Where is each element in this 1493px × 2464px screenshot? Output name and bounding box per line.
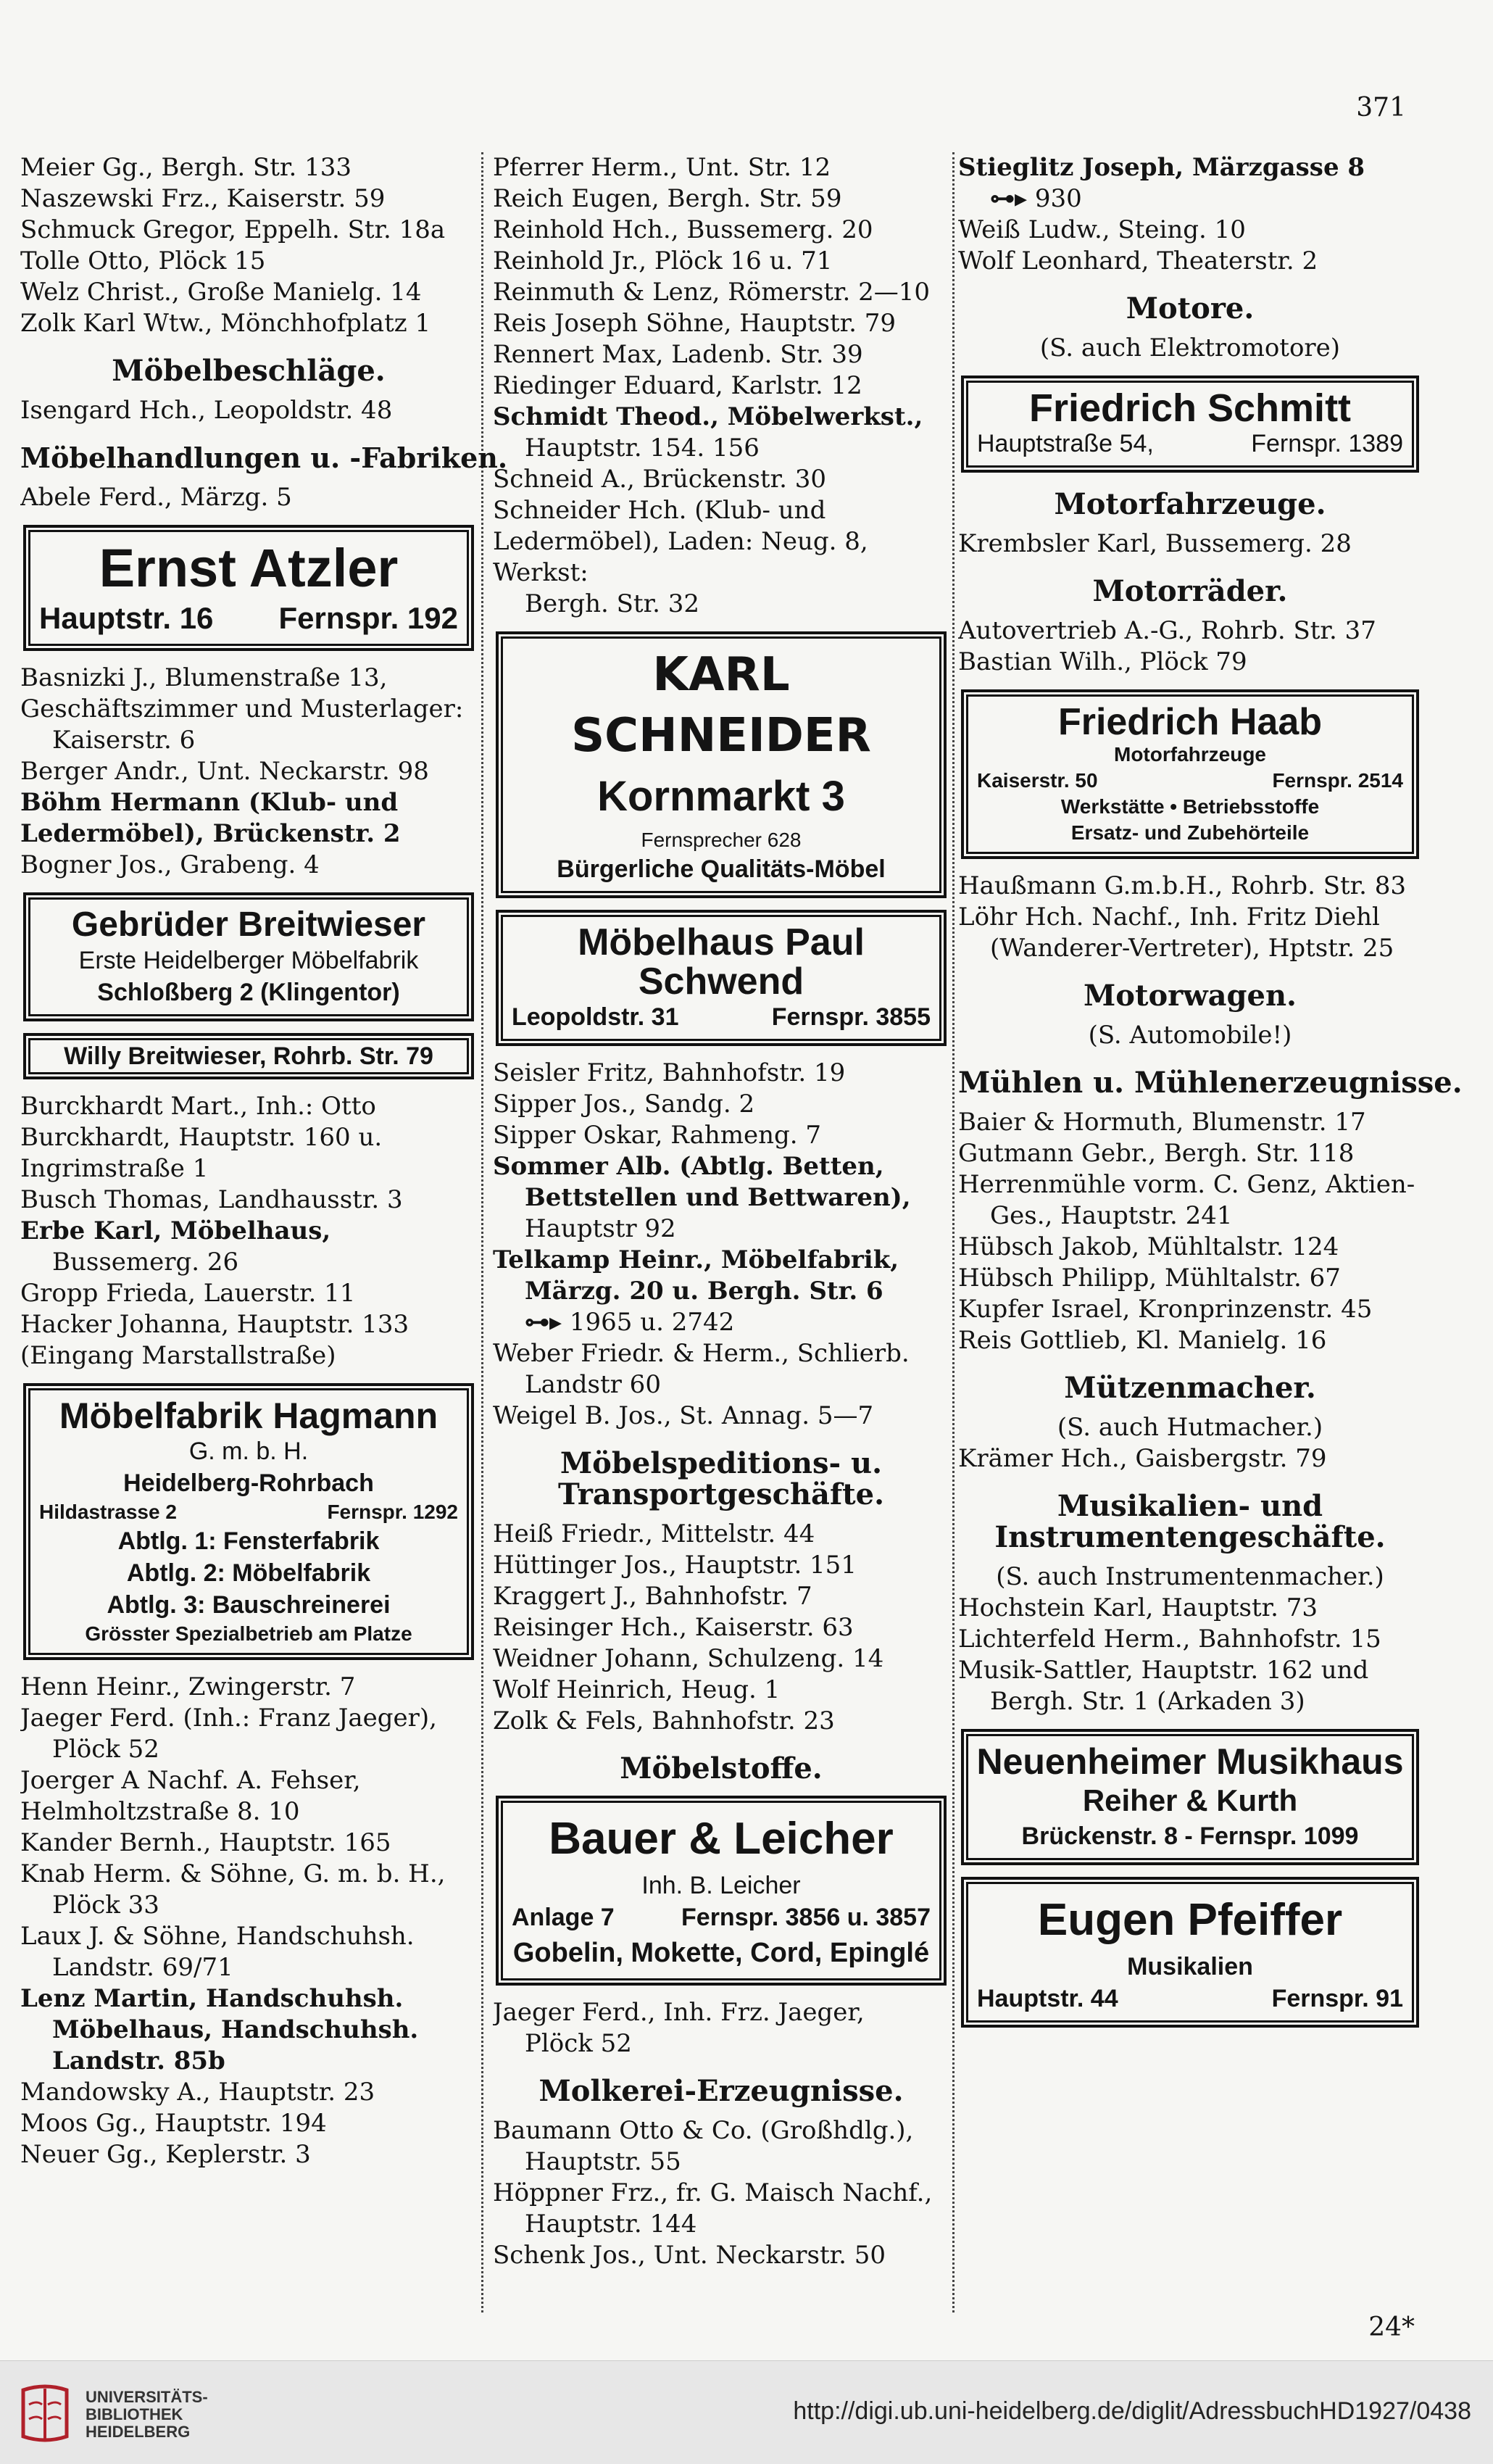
list-item: Jaeger Ferd., Inh. Frz. Jaeger,	[493, 1998, 865, 2027]
section-heading: Motorräder.	[1092, 574, 1288, 608]
list-item: Burckhardt Mart., Inh.: Otto Burckhardt, Hauptstr. 160 u. Ingrimstraße 1	[20, 1092, 383, 1183]
list-item: Reinmuth & Lenz, Römerstr. 2—10	[493, 278, 931, 307]
ad-title: Eugen Pfeiffer	[1037, 1895, 1343, 1945]
list-item: Seisler Fritz, Bahnhofstr. 19	[493, 1058, 846, 1087]
list-item: Moos Gg., Hauptstr. 194	[20, 2109, 327, 2138]
ad-friedrich-haab	[961, 689, 1419, 859]
list-item: Ledermöbel), Brückenstr. 2	[20, 819, 401, 848]
ad-title: Bauer & Leicher	[549, 1814, 894, 1864]
list-item: Hacker Johanna, Hauptstr. 133 (Eingang Marstallstraße)	[20, 1310, 409, 1370]
ad-line: Abtlg. 2: Möbelfabrik	[126, 1559, 371, 1587]
list-item: Bergh. Str. 32	[525, 589, 699, 618]
ad-phone: Fernspr. 3855	[771, 1003, 931, 1031]
list-item: Landstr 60	[525, 1370, 661, 1399]
list-item: Plöck 52	[525, 2029, 632, 2058]
section-heading: Musikalien- und Instrumentengeschäfte.	[994, 1489, 1386, 1554]
ad-line: Werkstätte • Betriebsstoffe	[1060, 795, 1320, 818]
list-item: Busch Thomas, Landhausstr. 3	[20, 1185, 403, 1214]
ad-address: Brückenstr. 8 - Fernspr. 1099	[1021, 1822, 1359, 1850]
list-item: (Wanderer-Vertreter), Hptstr. 25	[990, 934, 1394, 963]
list-item: Rennert Max, Ladenb. Str. 39	[493, 340, 863, 369]
list-item: Reinhold Jr., Plöck 16 u. 71	[493, 246, 833, 275]
ad-title: Ernst Atzler	[99, 538, 399, 598]
list-item: Heiß Friedr., Mittelstr. 44	[493, 1519, 815, 1548]
ad-willy-breitwieser	[23, 1033, 474, 1079]
list-item: Zolk Karl Wtw., Mönchhofplatz 1	[20, 309, 431, 338]
university-library-logo-icon	[16, 2383, 74, 2444]
library-name: UNIVERSITÄTS- BIBLIOTHEK HEIDELBERG	[86, 2388, 208, 2441]
list-item: Landstr. 85b	[52, 2046, 225, 2075]
list-item: Reis Joseph Söhne, Hauptstr. 79	[493, 309, 897, 338]
list-item: Bastian Wilh., Plöck 79	[958, 647, 1247, 676]
list-item: Reich Eugen, Bergh. Str. 59	[493, 184, 842, 213]
list-item: Hauptstr. 154. 156	[525, 434, 760, 462]
ad-address: Hauptstr. 16	[39, 601, 214, 635]
ad-phone: Fernspr. 192	[278, 601, 458, 635]
phone-number: 930	[1034, 184, 1082, 213]
telephone-key-icon: ⊶▸	[525, 1308, 562, 1337]
list-item: Bussemerg. 26	[52, 1248, 239, 1277]
column-rule-1	[481, 152, 483, 2312]
source-url[interactable]: http://digi.ub.uni-heidelberg.de/diglit/AdressbuchHD1927/0438	[793, 2397, 1471, 2425]
signature-mark: 24*	[1368, 2312, 1415, 2342]
list-item: Schenk Jos., Unt. Neckarstr. 50	[493, 2241, 886, 2270]
ad-bauer-leicher	[496, 1796, 947, 1986]
section-heading: Möbelhandlungen u. -Fabriken.	[20, 441, 508, 474]
list-item: Isengard Hch., Leopoldstr. 48	[20, 396, 393, 425]
list-item: Erbe Karl, Möbelhaus,	[20, 1216, 331, 1245]
section-heading: Molkerei-Erzeugnisse.	[538, 2074, 904, 2108]
section-heading: Möbelbeschläge.	[112, 354, 386, 388]
list-item: Herrenmühle vorm. C. Genz, Aktien-	[958, 1170, 1415, 1199]
list-item: Sommer Alb. (Abtlg. Betten,	[493, 1152, 884, 1181]
ad-line: Abtlg. 1: Fensterfabrik	[117, 1527, 380, 1555]
list-item: Märzg. 20 u. Bergh. Str. 6	[525, 1277, 883, 1306]
list-item: Haußmann G.m.b.H., Rohrb. Str. 83	[958, 871, 1407, 900]
list-item: Hauptstr. 144	[525, 2210, 697, 2239]
list-item: Baier & Hormuth, Blumenstr. 17	[958, 1108, 1366, 1137]
column-1	[20, 152, 508, 2170]
list-item: Plöck 33	[52, 1891, 159, 1920]
footer-bar	[0, 2360, 1493, 2464]
list-item: Reinhold Hch., Bussemerg. 20	[493, 215, 873, 244]
ad-line: G. m. b. H.	[188, 1438, 309, 1465]
list-item: Laux J. & Söhne, Handschuhsh.	[20, 1922, 415, 1951]
list-item: Hauptstr 92	[525, 1214, 676, 1243]
ad-subtitle: Musikalien	[1127, 1953, 1253, 1980]
ad-line: Schloßberg 2 (Klingentor)	[97, 979, 400, 1006]
list-item: Ges., Hauptstr. 241	[990, 1201, 1233, 1230]
section-note: (S. auch Hutmacher.)	[1057, 1413, 1323, 1442]
list-item: Wolf Leonhard, Theaterstr. 2	[958, 246, 1318, 275]
ad-phone: Fernspr. 91	[1271, 1985, 1403, 2012]
list-item: Weidner Johann, Schulzeng. 14	[493, 1644, 884, 1673]
list-item: Baumann Otto & Co. (Großhdlg.),	[493, 2116, 914, 2145]
list-item: Zolk & Fels, Bahnhofstr. 23	[493, 1706, 835, 1735]
list-item: Wolf Heinrich, Heug. 1	[493, 1675, 781, 1704]
entry-list	[20, 152, 477, 339]
list-item: Schmuck Gregor, Eppelh. Str. 18a	[20, 215, 446, 244]
ad-owner: Inh. B. Leicher	[641, 1872, 801, 1899]
section-note: (S. auch Instrumentenmacher.)	[996, 1562, 1384, 1591]
list-item: Tolle Otto, Plöck 15	[20, 246, 266, 275]
list-item: Weigel B. Jos., St. Annag. 5—7	[493, 1401, 874, 1430]
ad-eugen-pfeiffer	[961, 1877, 1419, 2028]
ad-title: Neuenheimer Musikhaus	[976, 1741, 1404, 1782]
ad-subtitle: Reiher & Kurth	[1082, 1783, 1298, 1817]
list-item: Schneid A., Brückenstr. 30	[493, 465, 826, 494]
list-item: Hübsch Jakob, Mühltalstr. 124	[958, 1232, 1339, 1261]
list-item: Weiß Ludw., Steing. 10	[958, 215, 1246, 244]
section-heading: Motorwagen.	[1084, 979, 1297, 1013]
ad-title: Friedrich Schmitt	[1028, 386, 1352, 430]
list-item: Welz Christ., Große Manielg. 14	[20, 278, 422, 307]
ad-tagline: Gobelin, Mokette, Cord, Epinglé	[512, 1938, 930, 1968]
ad-neuenheimer-musikhaus	[961, 1729, 1419, 1865]
list-item	[493, 1307, 949, 1338]
list-item: Jaeger Ferd. (Inh.: Franz Jaeger),	[20, 1704, 437, 1733]
list-item: Löhr Hch. Nachf., Inh. Fritz Diehl	[958, 903, 1380, 932]
ad-title: Möbelhaus Paul Schwend	[578, 921, 865, 1003]
ad-line: Heidelberg-Rohrbach	[123, 1469, 374, 1497]
list-item: Riedinger Eduard, Karlstr. 12	[493, 371, 862, 400]
ad-line: Erste Heidelberger Möbelfabrik	[78, 947, 419, 974]
list-item: Krämer Hch., Gaisbergstr. 79	[958, 1444, 1327, 1473]
section-note: (S. Automobile!)	[1088, 1021, 1292, 1050]
list-item: Landstr. 69/71	[52, 1953, 233, 1982]
phone-numbers: 1965 u. 2742	[569, 1308, 735, 1337]
ad-address: Kaiserstr. 50	[977, 769, 1098, 792]
list-item: Pferrer Herm., Unt. Str. 12	[493, 153, 831, 182]
ad-tagline: Bürgerliche Qualitäts-Möbel	[557, 855, 886, 883]
list-item: Kander Bernh., Hauptstr. 165	[20, 1828, 391, 1857]
list-item: Telkamp Heinr., Möbelfabrik,	[493, 1245, 899, 1274]
list-item: Basnizki J., Blumenstraße 13, Geschäftszimmer und Musterlager:	[20, 663, 464, 723]
list-item: Kaiserstr. 6	[52, 726, 196, 755]
list-item: Berger Andr., Unt. Neckarstr. 98	[20, 757, 429, 786]
list-item: Autovertrieb A.-G., Rohrb. Str. 37	[958, 616, 1376, 645]
ad-karl-schneider	[496, 631, 947, 898]
list-item: Abele Ferd., Märzg. 5	[20, 483, 292, 512]
ad-title: KARL SCHNEIDER	[571, 648, 871, 763]
ad-title: Willy Breitwieser, Rohrb. Str. 79	[64, 1042, 433, 1070]
ad-phone: Fernsprecher 628	[641, 829, 802, 851]
section-heading: Möbelstoffe.	[620, 1751, 823, 1785]
ad-gebrueder-breitwieser	[23, 892, 474, 1021]
list-item: Krembsler Karl, Bussemerg. 28	[958, 529, 1352, 558]
list-item: Lenz Martin, Handschuhsh.	[20, 1984, 404, 2013]
list-item: Reisinger Hch., Kaiserstr. 63	[493, 1613, 854, 1642]
list-item: Hüttinger Jos., Hauptstr. 151	[493, 1551, 857, 1580]
ad-address: Anlage 7	[512, 1904, 615, 1931]
ad-address: Hildastrasse 2	[39, 1501, 177, 1523]
ad-line: Ersatz- und Zubehörteile	[1070, 821, 1310, 844]
section-heading: Mützenmacher.	[1064, 1371, 1316, 1405]
section-note: (S. auch Elektromotore)	[1039, 333, 1341, 362]
ad-address: Kornmarkt 3	[597, 773, 845, 820]
list-item: Schmidt Theod., Möbelwerkst.,	[493, 402, 923, 431]
list-item: Henn Heinr., Zwingerstr. 7	[20, 1672, 356, 1701]
list-item	[958, 183, 1422, 215]
column-2	[493, 152, 949, 2271]
list-item: Bettstellen und Bettwaren),	[525, 1183, 911, 1212]
list-item: Neuer Gg., Keplerstr. 3	[20, 2140, 311, 2169]
list-item: Naszewski Frz., Kaiserstr. 59	[20, 184, 386, 213]
list-item: Bogner Jos., Grabeng. 4	[20, 850, 320, 879]
list-item: Schneider Hch. (Klub- und Ledermöbel), Laden: Neug. 8, Werkst:	[493, 496, 868, 587]
ad-ernst-atzler	[23, 525, 474, 651]
section-heading: Motore.	[1126, 291, 1255, 325]
ad-tagline: Grösster Spezialbetrieb am Platze	[85, 1622, 412, 1645]
list-item: Sipper Jos., Sandg. 2	[493, 1090, 755, 1119]
list-item: Plöck 52	[52, 1735, 159, 1764]
ad-phone: Fernspr. 1389	[1251, 430, 1403, 457]
ad-address: Leopoldstr. 31	[512, 1003, 679, 1031]
ad-phone: Fernspr. 3856 u. 3857	[681, 1904, 931, 1931]
list-item: Höppner Frz., fr. G. Maisch Nachf.,	[493, 2178, 933, 2207]
section-heading: Möbelspeditions- u. Transportgeschäfte.	[558, 1446, 884, 1511]
list-item: Mandowsky A., Hauptstr. 23	[20, 2078, 375, 2107]
list-item: Hübsch Philipp, Mühltalstr. 67	[958, 1264, 1341, 1293]
list-item: Böhm Hermann (Klub- und	[20, 788, 399, 817]
ad-phone: Fernspr. 1292	[327, 1501, 458, 1523]
section-heading: Mühlen u. Mühlenerzeugnisse.	[958, 1066, 1463, 1100]
ad-title: Gebrüder Breitwieser	[71, 905, 426, 944]
ad-friedrich-schmitt	[961, 376, 1419, 473]
list-item: Bergh. Str. 1 (Arkaden 3)	[990, 1687, 1305, 1716]
ad-title: Friedrich Haab	[1057, 701, 1323, 743]
ad-moebelfabrik-hagmann	[23, 1383, 474, 1660]
list-item: Möbelhaus, Handschuhsh.	[52, 2015, 419, 2044]
list-item: Sipper Oskar, Rahmeng. 7	[493, 1121, 822, 1150]
column-rule-2	[952, 152, 955, 2312]
list-item: Reis Gottlieb, Kl. Manielg. 16	[958, 1326, 1327, 1355]
list-item: Kraggert J., Bahnhofstr. 7	[493, 1582, 812, 1611]
page-number: 371	[1356, 93, 1406, 123]
section-heading: Motorfahrzeuge.	[1054, 487, 1326, 521]
column-3	[958, 152, 1463, 2039]
list-item: Musik-Sattler, Hauptstr. 162 und	[958, 1656, 1369, 1685]
list-item: Knab Herm. & Söhne, G. m. b. H.,	[20, 1859, 446, 1888]
ad-address: Hauptstr. 44	[977, 1985, 1118, 2012]
list-item: Gutmann Gebr., Bergh. Str. 118	[958, 1139, 1355, 1168]
ad-title: Möbelfabrik Hagmann	[59, 1395, 438, 1436]
ad-paul-schwend	[496, 910, 947, 1046]
list-item: Stieglitz Joseph, Märzgasse 8	[958, 153, 1365, 182]
list-item: Lichterfeld Herm., Bahnhofstr. 15	[958, 1625, 1381, 1654]
list-item: Meier Gg., Bergh. Str. 133	[20, 153, 352, 182]
telephone-key-icon: ⊶▸	[990, 184, 1028, 213]
list-item: Gropp Frieda, Lauerstr. 11	[20, 1279, 356, 1308]
list-item: Joerger A Nachf. A. Fehser, Helmholtzstraße 8. 10	[20, 1766, 361, 1826]
ad-address: Hauptstraße 54,	[977, 430, 1154, 457]
list-item: Hauptstr. 55	[525, 2147, 681, 2176]
ad-subtitle: Motorfahrzeuge	[1114, 743, 1266, 766]
list-item: Kupfer Israel, Kronprinzenstr. 45	[958, 1295, 1373, 1324]
list-item: Weber Friedr. & Herm., Schlierb.	[493, 1339, 910, 1368]
ad-line: Abtlg. 3: Bauschreinerei	[107, 1591, 391, 1619]
list-item: Hochstein Karl, Hauptstr. 73	[958, 1593, 1318, 1622]
ad-phone: Fernspr. 2514	[1272, 769, 1403, 792]
